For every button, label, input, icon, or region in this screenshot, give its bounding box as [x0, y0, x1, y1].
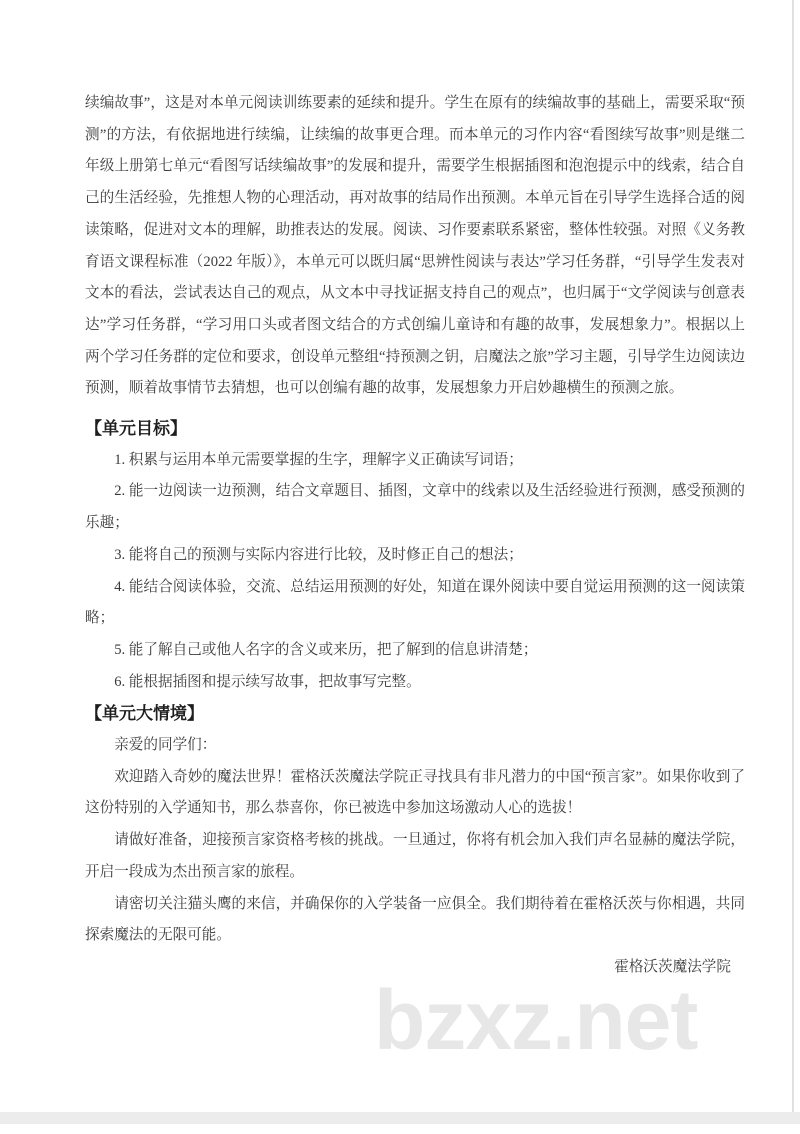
context-paragraph-3: 请密切关注猫头鹰的来信，并确保你的入学装备一应俱全。我们期待着在霍格沃茨与你相遇，共同探索魔法的无限可能。 — [85, 895, 745, 944]
unit-goals-heading: 【单元目标】 — [85, 419, 187, 439]
unit-context-heading: 【单元大情境】 — [85, 704, 204, 724]
document-page — [85, 88, 745, 984]
watermark: bzxz.net — [374, 973, 698, 1067]
context-salutation: 亲爱的同学们： — [114, 737, 217, 754]
goal-item-6: 6. 能根据插图和提示续写故事，把故事写完整。 — [114, 673, 421, 690]
page-right-edge-line — [792, 0, 794, 1112]
signature: 霍格沃茨魔法学院 — [614, 958, 731, 975]
context-paragraph-2: 请做好准备，迎接预言家资格考核的挑战。一旦通过，你将有机会加入我们声名显赫的魔法学院，开启一段成为杰出预言家的旅程。 — [85, 832, 745, 880]
goal-item-1: 1. 积累与运用本单元需要掌握的生字，理解字义正确读写词语； — [114, 451, 523, 468]
goal-item-5: 5. 能了解自己或他人名字的含义或来历，把了解到的信息讲清楚； — [114, 641, 538, 658]
context-paragraph-1: 欢迎踏入奇妙的魔法世界！霍格沃茨魔法学院正寻找具有非凡潜力的中国“预言家”。如果你收到了这份特别的入学通知书，那么恭喜你，你已被选中参加这场激动人心的选拔！ — [85, 768, 745, 817]
goal-item-4: 4. 能结合阅读体验，交流、总结运用预测的好处，知道在课外阅读中要自觉运用预测的这一阅读策略； — [85, 578, 745, 627]
page-bottom-separator — [0, 1112, 800, 1124]
intro-paragraph: 续编故事”，这是对本单元阅读训练要素的延续和提升。学生在原有的续编故事的基础上，需要采取“预测”的方法，有依据地进行续编，让续编的故事更合理。而本单元的习作内容“看图续写故事”则是继二年级上册第七单元“看图写话续编故事”的发展和提升，需要学生根据插图和泡泡提示中的线索，结合自己的生活经验，先推想人物的心理活动，再对故事的结局作出预测。本单元旨在引导学生选择合适的阅读策略，促进对文本的理解，助推表达的发展。阅读、习作要素联系紧密，整体性较强。对照《义务教育语文课程标准（2022 年版）》，本单元可以既归属“思辨性阅读与表达”学习任务群，“引导学生发表对文本的看法，尝试表达自己的观点，从文本中寻找证据支持自己的观点”，也归属于“文学阅读与创意表达”学习任务群，“学习用口头或者图文结合的方式创编儿童诗和有趣的故事，发展想象力”。根据以上两个学习任务群的定位和要求，创设单元整组“持预测之钥，启魔法之旅”学习主题，引导学生边阅读边预测，顺着故事情节去猜想，也可以创编有趣的故事，发展想象力开启妙趣横生的预测之旅。 — [85, 95, 745, 397]
goal-item-3: 3. 能将自己的预测与实际内容进行比较，及时修正自己的想法； — [114, 546, 523, 563]
goal-item-2: 2. 能一边阅读一边预测，结合文章题目、插图，文章中的线索以及生活经验进行预测，感受预测的乐趣； — [85, 483, 745, 532]
